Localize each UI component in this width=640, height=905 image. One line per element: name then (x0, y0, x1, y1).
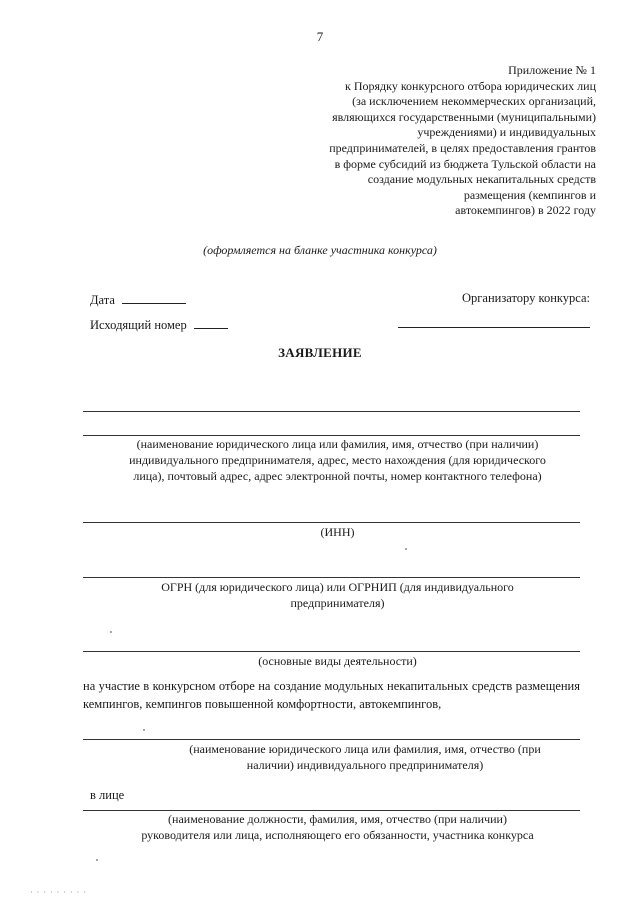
caption-line: индивидуального предпринимателя, адрес, место нахождения (для юридического (129, 453, 546, 467)
caption-line: лица), почтовый адрес, адрес электронной почты, номер контактного телефона) (133, 469, 542, 483)
caption-line: (наименование должности, фамилия, имя, отчество (при наличии) (168, 812, 507, 826)
outgoing-number-blank (194, 316, 228, 329)
caption-line: (наименование юридического лица или фамилия, имя, отчество (при наличии) (136, 437, 539, 451)
scan-speck (110, 631, 112, 633)
date-field (90, 291, 186, 308)
applicant-caption (95, 436, 580, 484)
blank-line (83, 577, 580, 578)
appendix-line: являющихся государственными (муниципальными) (332, 109, 596, 124)
appendix-line: автокемпингов) в 2022 году (455, 203, 596, 218)
appendix-header (266, 63, 596, 219)
inn-caption: (ИНН) (320, 525, 355, 539)
appendix-line: предпринимателей, в целях предоставления грантов (329, 140, 596, 155)
appendix-line: размещения (кемпингов и (463, 187, 596, 202)
organizer-label: Организатору конкурса: (462, 291, 590, 305)
page-number: 7 (316, 29, 324, 44)
scan-speck (143, 729, 145, 731)
document-title: ЗАЯВЛЕНИЕ (278, 345, 362, 360)
appendix-line: (за исключением некоммерческих организаций, (352, 94, 596, 109)
blank-line (83, 651, 580, 652)
outgoing-number-label: Исходящий номер (90, 318, 187, 332)
position-caption (95, 811, 580, 843)
blank-line (83, 739, 580, 740)
blank-line (83, 411, 580, 412)
outgoing-number-field (90, 316, 228, 333)
appendix-line: Приложение № 1 (508, 63, 596, 77)
appendix-line: учреждениями) и индивидуальных (417, 125, 596, 140)
date-blank (122, 291, 186, 304)
name-caption (150, 741, 580, 773)
in-person-label: в лице (90, 788, 125, 802)
scan-speck (405, 548, 407, 550)
caption-line: предпринимателя) (290, 596, 385, 610)
caption-line: наличии) индивидуального предпринимателя) (246, 758, 484, 772)
footer-scan-mark: · · · · · · · · · (30, 888, 87, 897)
scan-speck (96, 859, 98, 861)
ogrn-caption (95, 579, 580, 611)
caption-line: руководителя или лица, исполняющего его обязанности, участника конкурса (141, 828, 534, 842)
blank-line (83, 522, 580, 523)
body-paragraph: на участие в конкурсном отборе на создание модульных некапитальных средств размещения кемпингов, кемпингов повышенной комфортности, автокемпингов, (83, 679, 580, 711)
appendix-line: создание модульных некапитальных средств (367, 172, 596, 187)
caption-line: ОГРН (для юридического лица) или ОГРНИП (для индивидуального (161, 580, 514, 594)
appendix-line: к Порядку конкурсного отбора юридических лиц (345, 78, 596, 93)
appendix-line: в форме субсидий из бюджета Тульской области на (334, 156, 596, 171)
activities-caption: (основные виды деятельности) (258, 654, 417, 668)
organizer-blank-line (398, 327, 590, 328)
form-note: (оформляется на бланке участника конкурса) (203, 243, 437, 257)
caption-line: (наименование юридического лица или фамилия, имя, отчество (при (189, 742, 541, 756)
date-label: Дата (90, 293, 115, 307)
